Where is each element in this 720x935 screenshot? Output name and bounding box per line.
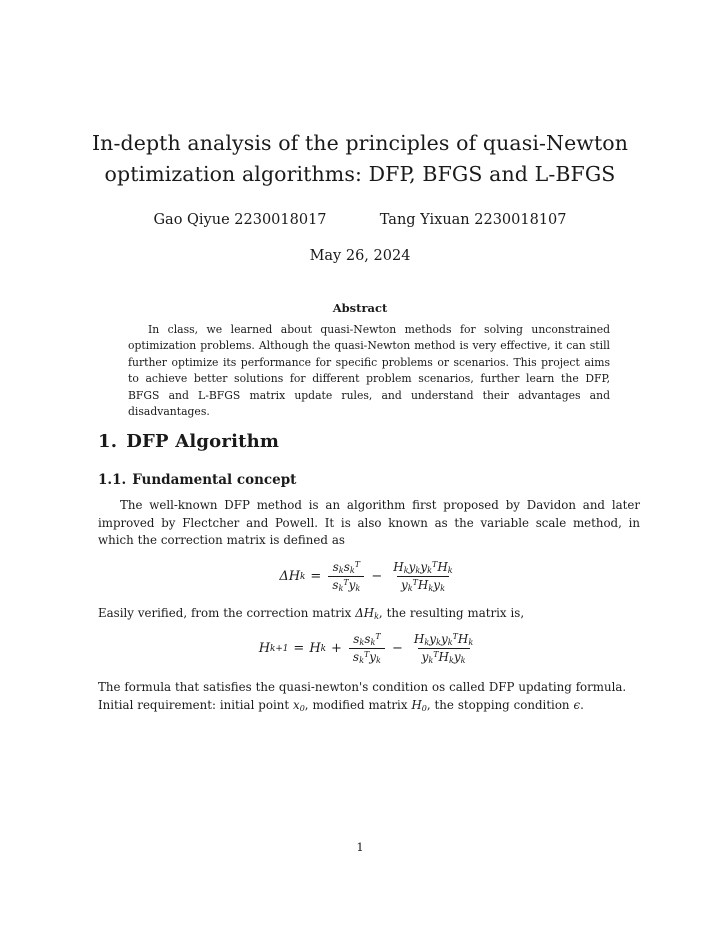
eq2-f2d-y1-sub: k	[428, 655, 434, 666]
eq1-f2n-H1-sub: k	[403, 565, 409, 576]
eq1-f1n-s1-sub: k	[338, 565, 344, 576]
eq1-f1d-y-sub: k	[355, 583, 361, 594]
eq2-f1n-s2: s	[364, 631, 371, 646]
section-heading-1	[98, 430, 279, 454]
para3-line-2-part-3: , the stopping condition	[426, 697, 574, 712]
eq2-f1d-s-sub: k	[359, 655, 364, 666]
eq2-f2d-y1: y	[421, 650, 429, 665]
eq2-f2n-y2-sup: T	[452, 632, 458, 641]
eq2-frac2-denominator	[418, 648, 470, 665]
eq2-minus: −	[391, 641, 403, 657]
para3-epsilon: ϵ	[573, 697, 581, 712]
eq1-equals: =	[310, 569, 322, 585]
para3-math-h0	[411, 698, 426, 712]
eq2-f2d-y1-sup: T	[433, 650, 439, 660]
eq2-f1n-s1-sub: k	[359, 637, 365, 648]
para3-math-x0	[293, 698, 305, 712]
eq2-f1n-s2-sub: k	[370, 637, 376, 648]
title-line-1: In-depth analysis of the principles of quasi-Newton	[91, 131, 629, 155]
para3-H-sub: 0	[421, 703, 427, 713]
eq2-f2d-y2: y	[453, 650, 461, 665]
author-1: Gao Qiyue 2230018017	[153, 212, 327, 228]
eq2-f2n-H2-sub: k	[468, 637, 474, 648]
eq1-f2n-H2: H	[437, 559, 448, 574]
para3-x: x	[293, 697, 300, 712]
eq2-equals: =	[293, 641, 305, 657]
eq2-fraction-1	[349, 632, 385, 666]
author-2: Tang Yixuan 2230018107	[379, 212, 567, 228]
eq1-f2d-H-sub: k	[428, 583, 434, 594]
eq2-f1n-s2-sup: T	[375, 632, 381, 641]
para2-text-before: Easily verified, from the correction matrix	[98, 606, 356, 620]
eq1-f2d-y2: y	[433, 578, 441, 593]
eq1-lhs-H: H	[288, 569, 301, 585]
eq2-fraction-2	[410, 632, 477, 666]
abstract-text: In class, we learned about quasi-Newton methods for solving unconstrained optimization problems. Although the quasi-Newton method is very effective, it can still further optimize its performance for specific problems or scenarios. This project aims to achieve better solutions for different problem scenarios, further learn the DFP, BFGS and L-BFGS matrix update rules, and understand their advantages and disadvantages.	[128, 323, 610, 419]
paper-title	[80, 128, 640, 190]
eq1-f2n-y2-sup: T	[432, 560, 438, 569]
eq1-f2d-y1-sup: T	[412, 578, 418, 588]
para3-line-2-part-4: .	[580, 697, 584, 712]
eq1-f1d-s-sub: k	[338, 583, 344, 594]
eq1-fraction-1	[328, 560, 364, 594]
title-line-2: optimization algorithms: DFP, BFGS and L-BFGS	[104, 162, 616, 186]
eq1-f1n-s2-sub: k	[349, 565, 355, 576]
publication-date: May 26, 2024	[309, 248, 411, 264]
section-number-1: 1.	[98, 431, 118, 452]
para3-H: H	[411, 697, 422, 712]
eq2-f2d-y2-sub: k	[460, 655, 466, 666]
body-paragraph-2	[98, 605, 640, 626]
eq2-lhs-sub: k+1	[270, 643, 289, 654]
equation-1-row	[279, 560, 458, 594]
section-title-1: DFP Algorithm	[126, 431, 280, 452]
equation-2-row	[259, 632, 480, 666]
eq2-f2d-H-sub: k	[448, 655, 454, 666]
para3-line-2-part-1: Initial requirement: initial point	[98, 697, 294, 712]
body-paragraph-1: The well-known DFP method is an algorithm first proposed by Davidon and later improved by Flectcher and Powell. It is also known as the variable scale method, in which the correction matrix is defined as	[98, 498, 640, 548]
eq2-plus: +	[331, 641, 342, 657]
eq1-f2n-y2: y	[420, 559, 428, 574]
eq1-fraction-2	[389, 560, 456, 594]
eq1-f2n-y1-sub: k	[415, 565, 421, 576]
eq2-f1d-y: y	[369, 650, 377, 665]
eq1-f2n-H2-sub: k	[447, 565, 453, 576]
para3-line-1: The formula that satisfies the quasi-newton's condition os called DFP updating formula.	[98, 680, 627, 694]
eq1-f1d-s: s	[332, 578, 339, 593]
eq2-f2n-H2: H	[457, 631, 469, 646]
eq2-f1d-y-sub: k	[376, 655, 381, 666]
eq2-f1n-s1: s	[353, 631, 360, 646]
para2-math-delta-h: ΔH	[355, 606, 375, 620]
eq1-f1d-y: y	[348, 578, 356, 593]
abstract-heading: Abstract	[332, 301, 388, 315]
eq1-f1n-s1: s	[332, 559, 339, 574]
subsection-number-1-1: 1.1.	[98, 472, 127, 488]
eq2-frac1-denominator	[349, 648, 385, 665]
eq2-f2n-y1-sub: k	[436, 637, 441, 648]
eq1-f2d-H: H	[417, 578, 429, 593]
eq1-f1d-s-sup: T	[343, 578, 349, 588]
page-number: 1	[356, 840, 364, 854]
eq1-f2d-y1: y	[400, 578, 408, 593]
eq1-lhs-sub: k	[300, 571, 306, 582]
eq2-rhs-H: H	[309, 641, 321, 657]
eq1-frac1-denominator	[328, 576, 364, 593]
eq2-f2n-y2-sub: k	[447, 637, 453, 648]
author-list	[80, 209, 640, 231]
para2-math-sub: k	[374, 612, 379, 622]
eq1-f2d-y1-sub: k	[407, 583, 413, 594]
eq2-f2n-y2: y	[440, 631, 448, 646]
eq1-f2n-y2-sub: k	[427, 565, 433, 576]
eq2-frac2-numerator	[410, 632, 477, 648]
subsection-title-1-1: Fundamental concept	[132, 472, 297, 488]
eq1-delta: Δ	[279, 569, 289, 585]
eq2-f2n-H1: H	[413, 631, 425, 646]
eq1-frac2-denominator	[397, 576, 449, 593]
eq2-rhs-H-sub: k	[320, 643, 327, 654]
equation-delta-h	[98, 560, 640, 594]
eq2-f2n-H1-sub: k	[424, 637, 430, 648]
eq1-minus: −	[371, 569, 383, 585]
equation-h-update	[98, 632, 640, 666]
eq1-f2n-H1: H	[393, 559, 404, 574]
eq2-lhs-H: H	[258, 641, 271, 657]
para2-text-after: , the resulting matrix is,	[378, 606, 525, 620]
para3-line-2-part-2: , modified matrix	[304, 697, 412, 712]
eq1-frac2-numerator	[389, 560, 456, 576]
eq1-frac1-numerator	[329, 560, 364, 576]
eq1-f1n-s2-sup: T	[354, 560, 361, 569]
eq2-f1d-s-sup: T	[364, 650, 370, 660]
eq1-f2d-y2-sub: k	[440, 583, 445, 594]
eq2-f1d-s: s	[352, 650, 360, 665]
eq2-f2d-H: H	[438, 650, 449, 665]
para2-inline-math	[355, 606, 379, 620]
eq2-frac1-numerator	[349, 632, 384, 648]
subsection-heading-1-1	[98, 470, 296, 490]
body-paragraph-3	[98, 679, 640, 717]
eq1-f1n-s2: s	[343, 559, 350, 574]
para3-x-sub: 0	[299, 703, 305, 713]
eq2-f2n-y1: y	[429, 631, 437, 646]
eq1-f2n-y1: y	[408, 559, 416, 574]
